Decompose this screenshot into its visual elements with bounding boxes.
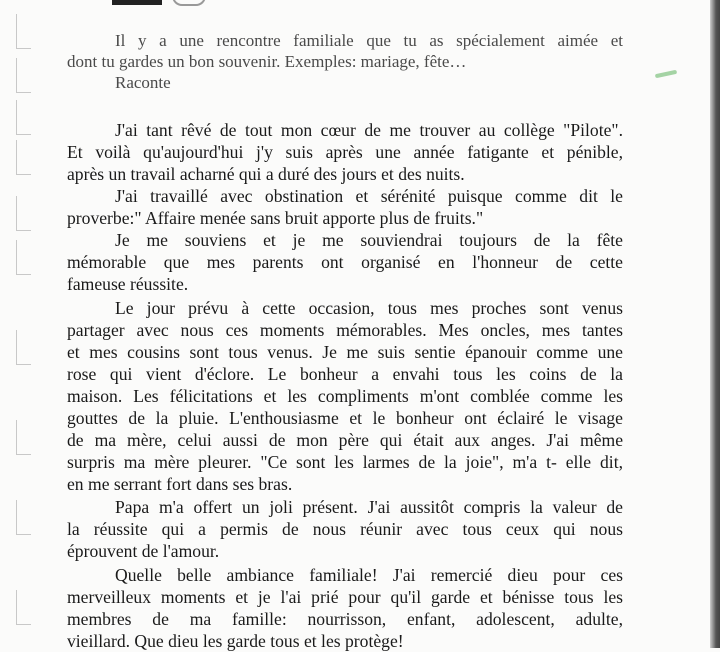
essay-paragraph [67,185,623,229]
essay-line: de ma mère, celui aussi de mon père qui était aux anges. J'ai même [67,430,623,450]
green-mark [655,70,677,78]
essay-line: partager avec nous ces moments mémorables. Mes oncles, mes tantes [67,320,623,340]
essay-line: J'ai tant rêvé de tout mon cœur de me trouver au collège "Pilote". [115,120,623,140]
margin-tick [16,500,31,535]
essay-line: membres de ma famille: nourrisson, enfant, adolescent, adulte, [67,609,623,629]
essay-line: maison. Les félicitations et les compliments m'ont comblée comme les [67,386,623,406]
margin-tick [16,330,31,365]
essay-line: vieillard. Que dieu les garde tous et les protège! [67,631,404,651]
scan-artifact-bar [112,0,162,5]
essay-line: en me serrant fort dans ses bras. [67,474,293,494]
essay-line: Papa m'a offert un joli présent. J'ai aussitôt compris la valeur de [115,497,623,517]
prompt-line: dont tu gardes un bon souvenir. Exemples: mariage, fête… [67,52,467,71]
page-edge-shadow [710,0,720,648]
scan-artifact-glyph [172,0,206,6]
essay-line: et mes cousins sont tous venus. Je me suis sentie épanouir comme une [67,342,623,362]
margin-tick [16,100,31,135]
essay-line: mémorable que mes parents ont organisé en l'honneur de cette [67,252,623,272]
essay-line: éprouvent de l'amour. [67,541,220,561]
essay-line: Je me souviens et je me souviendrai toujours de la fête [115,230,623,250]
prompt-line: Il y a une rencontre familiale que tu as spécialement aimée et [115,31,623,50]
margin-tick [16,14,31,49]
essay-line: la réussite qui a permis de nous réunir avec tous ceux qui nous [67,519,623,539]
margin-tick [16,58,31,93]
essay-line: rose qui vient d'éclore. Le bonheur a envahi tous les coins de la [67,364,623,384]
margin-tick [16,240,31,275]
margin-tick [16,196,31,231]
essay-paragraph [67,119,623,185]
essay-paragraph [67,496,623,562]
essay-line: après un travail acharné qui a duré des jours et des nuits. [67,164,465,184]
essay-line: gouttes de la pluie. L'enthousiasme et le bonheur ont éclairé le visage [67,408,623,428]
essay-line: proverbe:" Affaire menée sans bruit apporte plus de fruits." [67,208,484,228]
essay-paragraph [67,564,623,652]
essay-line: fameuse réussite. [67,274,189,294]
margin-tick [16,590,31,625]
essay-line: Et voilà qu'aujourd'hui j'y suis après une année fatigante et pénible, [67,142,623,162]
prompt-instruction: Raconte [115,73,171,92]
margin-tick [16,140,31,175]
margin-tick [16,420,31,455]
essay-paragraph [67,297,623,495]
essay-paragraph [67,229,623,295]
assignment-prompt [67,30,623,93]
essay-line: Quelle belle ambiance familiale! J'ai remercié dieu pour ces [115,565,623,585]
essay-line: J'ai travaillé avec obstination et sérénité puisque comme dit le [115,186,623,206]
essay-line: merveilleux moments et je l'ai prié pour qu'il garde et bénisse tous les [67,587,623,607]
essay-line: Le jour prévu à cette occasion, tous mes proches sont venus [115,298,623,318]
essay-line: surpris ma mère pleurer. "Ce sont les larmes de la joie", m'a t- elle dit, [67,452,623,472]
